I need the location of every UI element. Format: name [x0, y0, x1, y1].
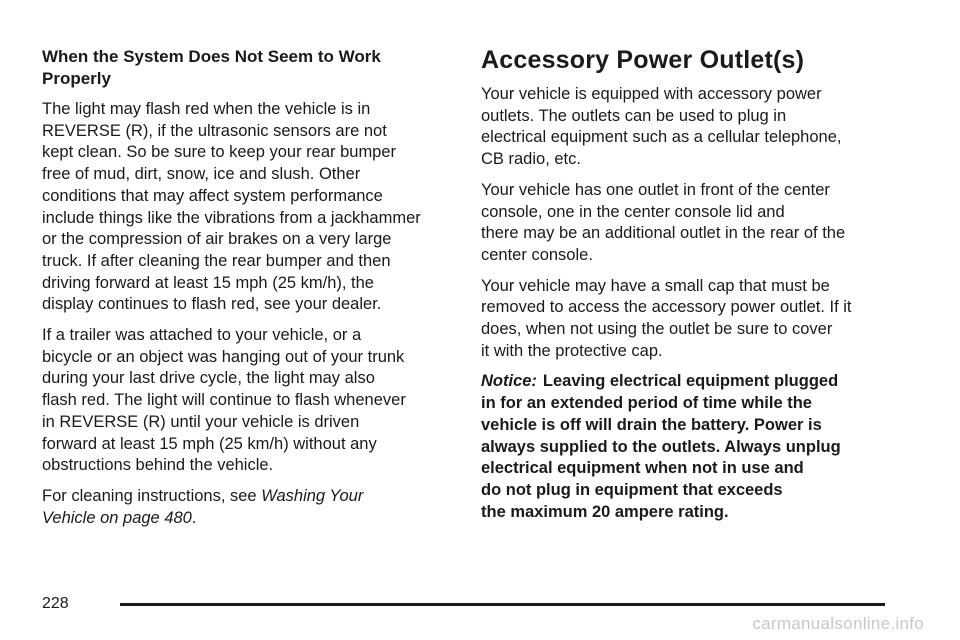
page-number: 228	[42, 595, 69, 612]
notice-block	[481, 371, 911, 523]
left-column	[42, 46, 442, 538]
paragraph-protective-cap: Your vehicle may have a small cap that must be removed to access the accessory power outlet. If it does, when not using the outlet be sure to cover it with the protective cap.	[481, 276, 852, 360]
right-column	[481, 46, 911, 532]
paragraph-outlet-locations: Your vehicle has one outlet in front of the center console, one in the center console lid and there may be an additional outlet in the rear of the center console.	[481, 180, 846, 264]
section-heading-accessory-power-outlets: Accessory Power Outlet(s)	[481, 46, 805, 74]
footer-divider-rule	[120, 603, 885, 606]
cleaning-suffix-text: .	[191, 508, 197, 527]
notice-text: Leaving electrical equipment plugged in for an extended period of time while the vehicle is off will drain the battery. Power is always supplied to the outlets. Always unplug electrical equipment when not in use and do not plug in equipment that exceeds the maximum 20 ampere rating.	[481, 372, 841, 521]
paragraph-cleaning-instructions	[42, 486, 442, 529]
paragraph-light-flash-red: The light may flash red when the vehicle is in REVERSE (R), if the ultrasonic sensors are not kept clean. So be sure to keep your rear bumper free of mud, dirt, snow, ice and slush. Other conditions that may affect system performance include things like the vibrations from a jackhammer or the compression of air brakes on a very large truck. If after cleaning the rear bumper and then driving forward at least 15 mph (25 km/h), the display continues to flash red, see your dealer.	[42, 100, 421, 314]
section-heading-system-not-working: When the System Does Not Seem to Work Properly	[42, 47, 381, 88]
notice-label: Notice:	[481, 372, 537, 391]
paragraph-trailer-attached: If a trailer was attached to your vehicle, or a bicycle or an object was hanging out of your trunk during your last drive cycle, the light may also flash red. The light will continue to flash whenever in REVERSE (R) until your vehicle is driven forward at least 15 mph (25 km/h) without any obstructions behind the vehicle.	[42, 326, 406, 475]
washing-vehicle-reference-link[interactable]: Washing Your Vehicle on page 480	[42, 486, 364, 527]
watermark: carmanualsonline.info	[752, 614, 924, 633]
cleaning-prefix-text: For cleaning instructions, see	[42, 486, 262, 505]
paragraph-outlets-equipped: Your vehicle is equipped with accessory power outlets. The outlets can be used to plug in electrical equipment such as a cellular telephone, CB radio, etc.	[481, 85, 842, 169]
